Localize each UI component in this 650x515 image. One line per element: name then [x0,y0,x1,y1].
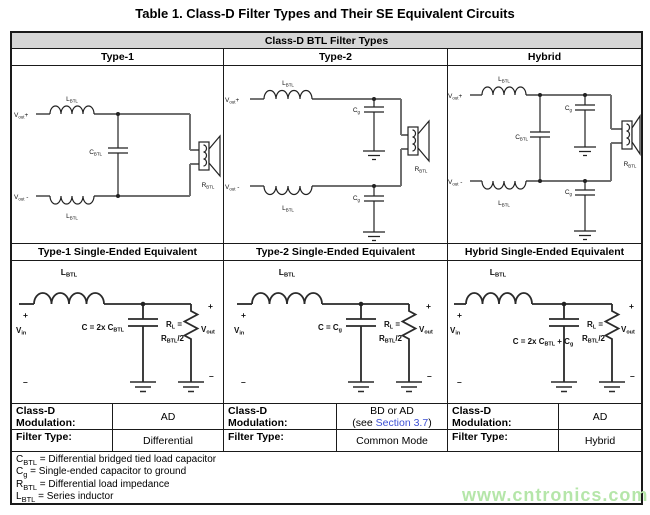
junction-dot [372,97,376,101]
ground-icon [574,231,596,240]
load-equation-line1: $R_L$ = [165,320,182,331]
ground-icon [599,382,625,392]
btl-filter-types-header: Class-D BTL Filter Types [12,33,641,48]
capacitor-symbol [530,95,550,181]
capacitor-label: $C_g$ [352,195,360,203]
inductor-symbol [466,293,532,304]
ground-icon [574,147,596,156]
hybrid-filter-value: Hybrid [559,430,641,451]
junction-dot [141,302,146,307]
plus-mark: + [426,301,431,311]
ground-icon [363,232,385,241]
type1-filter-value: Differential [113,430,223,451]
inductor-label: $L_{BTL}$ [66,96,78,104]
inductor-label: $L_{BTL}$ [498,200,510,208]
vout-minus-label: $V_{out}$ - [448,179,463,187]
hybrid-se-circuit-cell [448,261,641,403]
ground-icon [396,382,422,392]
speaker-icon [199,136,220,176]
type1-btl-circuit-diagram [12,66,223,243]
vout-plus-label: $V_{out}+$ [448,93,463,101]
hybrid-modulation-value: AD [559,404,641,429]
capacitor-symbol [575,181,595,231]
speaker-label: $R_{BTL}$ [201,182,215,190]
plus-mark: + [629,301,634,311]
type1-modulation-value: AD [113,404,223,429]
capacitor-label: $C_g$ [564,105,572,113]
footnote-rbtl: $R_{BTL}$ = Differential load impedance [16,478,170,492]
capacitor-equation: C = 2x $C_{BTL}$ [81,323,124,334]
ground-icon [551,382,577,392]
modulation-value-line1: BD or AD [370,404,414,417]
hybrid-se-circuit-diagram [448,261,641,403]
inductor-label: LBTL [60,267,78,279]
ground-icon [130,382,156,392]
vout-minus-label: $V_{out}$ - [225,184,240,192]
type1-btl-circuit-cell [12,66,223,243]
capacitor-label: $C_g$ [564,189,572,197]
inductor-symbol [50,106,94,114]
hybrid-filter-label: Filter Type: [448,430,558,451]
type1-se-circuit-diagram [12,261,223,403]
inductor-label: LBTL [489,267,507,279]
vin-label: $V_{in}$ [450,326,461,337]
type1-modulation-label: Class-D Modulation: [12,404,112,429]
type2-filter-label: Filter Type: [224,430,336,451]
vout-plus-label: $V_{out}+$ [14,112,29,120]
wire [470,95,482,181]
minus-mark: – [241,377,246,387]
plus-mark: + [457,310,462,320]
inductor-label: $L_{BTL}$ [282,80,294,88]
minus-mark: – [23,377,28,387]
junction-dot [562,302,567,307]
vin-label: $V_{in}$ [16,326,27,337]
vout-label: $V_{out}$ [419,325,433,336]
filter-types-table [10,31,643,505]
junction-dot [116,112,120,116]
capacitor-label: $C_g$ [352,107,360,115]
junction-dot [583,93,587,97]
capacitor-symbol [128,304,158,382]
inductor-symbol [50,196,94,204]
inductor-label: $L_{BTL}$ [66,213,78,221]
resistor-symbol [606,304,619,382]
capacitor-symbol [575,95,595,147]
minus-mark: – [209,371,214,381]
capacitor-equation: C = 2x $C_{BTL} + C_g$ [512,337,574,348]
inductor-label: $L_{BTL}$ [282,205,294,213]
vout-label: $V_{out}$ [201,325,215,336]
inductor-symbol [482,87,526,95]
inductor-symbol [482,181,526,189]
type1-se-header: Type-1 Single-Ended Equivalent [12,244,223,260]
capacitor-symbol [346,304,376,382]
capacitor-symbol [364,99,384,151]
speaker-label: $R_{BTL}$ [623,161,637,169]
load-equation-line2: $R_{BTL}/2$ [160,334,184,345]
plus-mark: + [208,301,213,311]
resistor-symbol [185,304,198,382]
junction-dot [116,194,120,198]
capacitor-equation: $C = C_g$ [318,323,342,334]
hybrid-btl-circuit-cell [448,66,641,243]
inductor-symbol [264,186,312,195]
ground-icon [178,382,204,392]
capacitor-symbol [108,114,128,196]
see-text: (see [352,416,376,429]
hybrid-btl-circuit-diagram [448,66,641,243]
ground-icon [363,151,385,160]
vout-label: $V_{out}$ [621,325,635,336]
capacitor-symbol [364,186,384,232]
footnote-cbtl: $C_{BTL}$ = Differential bridged tied load capacitor [16,454,217,467]
capacitor-label: $C_{BTL}$ [89,149,102,157]
section-3-7-link[interactable]: Section 3.7 [375,416,429,429]
type2-filter-value: Common Mode [337,430,447,451]
junction-dot [538,93,542,97]
type1-filter-label: Filter Type: [12,430,112,451]
load-equation-line2: $R_{BTL}/2$ [378,334,402,345]
speaker-icon [622,116,640,154]
modulation-value-line2 [352,417,431,429]
footnote-lbtl: $L_{BTL}$ = Series inductor [16,491,114,503]
hybrid-se-header: Hybrid Single-Ended Equivalent [448,244,641,260]
type2-btl-circuit-cell [224,66,447,243]
speaker-icon [408,121,429,161]
minus-mark: – [427,371,432,381]
junction-dot [583,179,587,183]
table-title: Table 1. Class-D Filter Types and Their SE Equivalent Circuits [135,6,515,21]
vin-label: $V_{in}$ [234,326,245,337]
footnote-cg: $C_g$ = Single-ended capacitor to ground [16,466,187,480]
junction-dot [372,184,376,188]
type1-column-header: Type-1 [12,49,223,65]
resistor-symbol [403,304,416,382]
watermark: www.cntronics.com [462,485,649,505]
vout-plus-label: $V_{out}+$ [225,97,240,105]
inductor-label: LBTL [278,267,296,279]
capacitor-label: $C_{BTL}$ [515,134,528,142]
ground-icon [348,382,374,392]
wire [250,99,264,186]
inductor-label: $L_{BTL}$ [498,76,510,84]
minus-mark: – [457,377,462,387]
junction-dot [538,179,542,183]
minus-mark: – [630,371,635,381]
vout-minus-label: $V_{out}$ - [14,194,29,202]
wire [312,99,408,186]
load-equation-line1: $R_L$ = [383,320,400,331]
inductor-symbol [264,91,312,100]
load-equation-line1: $R_L$ = [586,320,603,331]
inductor-symbol [252,293,322,304]
plus-mark: + [241,310,246,320]
inductor-symbol [34,293,104,304]
hybrid-column-header: Hybrid [448,49,641,65]
wire [94,114,199,196]
type2-btl-circuit-diagram [224,66,447,243]
wire [36,114,50,196]
type2-modulation-label: Class-D Modulation: [224,404,336,429]
type1-se-circuit-cell [12,261,223,403]
type2-se-header: Type-2 Single-Ended Equivalent [224,244,447,260]
load-equation-line2: $R_{BTL}/2$ [581,334,605,345]
hybrid-modulation-label: Class-D Modulation: [448,404,558,429]
junction-dot [359,302,364,307]
type2-column-header: Type-2 [224,49,447,65]
type2-se-circuit-cell [224,261,447,403]
close-paren: ) [428,416,432,429]
type2-modulation-value [337,404,447,429]
speaker-label: $R_{BTL}$ [414,166,428,174]
type2-se-circuit-diagram [230,261,441,403]
plus-mark: + [23,310,28,320]
